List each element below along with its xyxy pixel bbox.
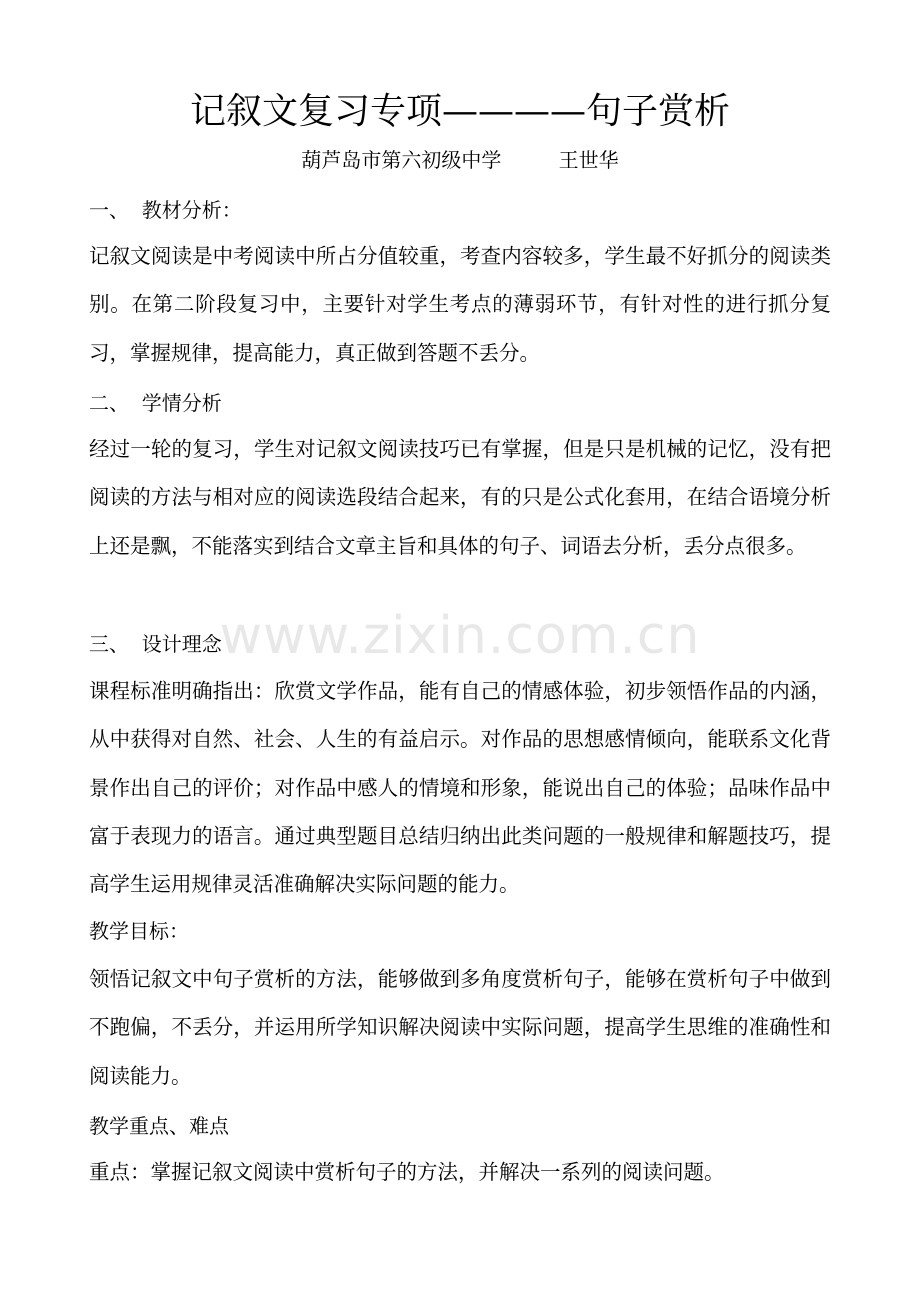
section-body-student-analysis: 经过一轮的复习，学生对记叙文阅读技巧已有掌握，但是只是机械的记忆，没有把阅读的方法与相对应的阅读选段结合起来，有的只是公式化套用，在结合语境分析上还是飘，不能落实到结合文章主旨和具体的句子、词语去分析，丢分点很多。 <box>89 437 831 558</box>
section-body-teaching-goals: 领悟记叙文中句子赏析的方法，能够做到多角度赏析句子，能够在赏析句子中做到不跑偏，不丢分，并运用所学知识解决阅读中实际问题，提高学生思维的准确性和阅读能力。 <box>89 967 831 1088</box>
author-line: 葫芦岛市第六初级中学 王世华 <box>301 148 619 172</box>
section-heading-student-analysis: 二、 学情分析 <box>89 391 222 415</box>
section-heading-key-points: 教学重点、难点 <box>89 1114 229 1138</box>
section-body-key-points: 重点：掌握记叙文阅读中赏析句子的方法，并解决一系列的阅读问题。 <box>89 1160 725 1184</box>
section-heading-teaching-goals: 教学目标： <box>89 919 189 943</box>
section-body-textbook-analysis: 记叙文阅读是中考阅读中所占分值较重，考查内容较多，学生最不好抓分的阅读类别。在第二阶段复习中，主要针对学生考点的薄弱环节，有针对性的进行抓分复习，掌握规律，提高能力，真正做到答题不丢分。 <box>89 244 831 365</box>
document-title: 记叙文复习专项————句子赏析 <box>189 91 730 132</box>
watermark-text: www.zixin.com.cn <box>219 606 701 666</box>
section-heading-textbook-analysis: 一、 教材分析： <box>89 198 242 222</box>
section-heading-design-concept: 三、 设计理念 <box>89 632 222 656</box>
section-body-design-concept: 课程标准明确指出：欣赏文学作品，能有自己的情感体验，初步领悟作品的内涵，从中获得对自然、社会、人生的有益启示。对作品的思想感情倾向，能联系文化背景作出自己的评价；对作品中感人的情境和形象，能说出自己的体验；品味作品中富于表现力的语言。通过典型题目总结归纳出此类问题的一般规律和解题技巧，提高学生运用规律灵活准确解决实际问题的能力。 <box>89 679 831 897</box>
